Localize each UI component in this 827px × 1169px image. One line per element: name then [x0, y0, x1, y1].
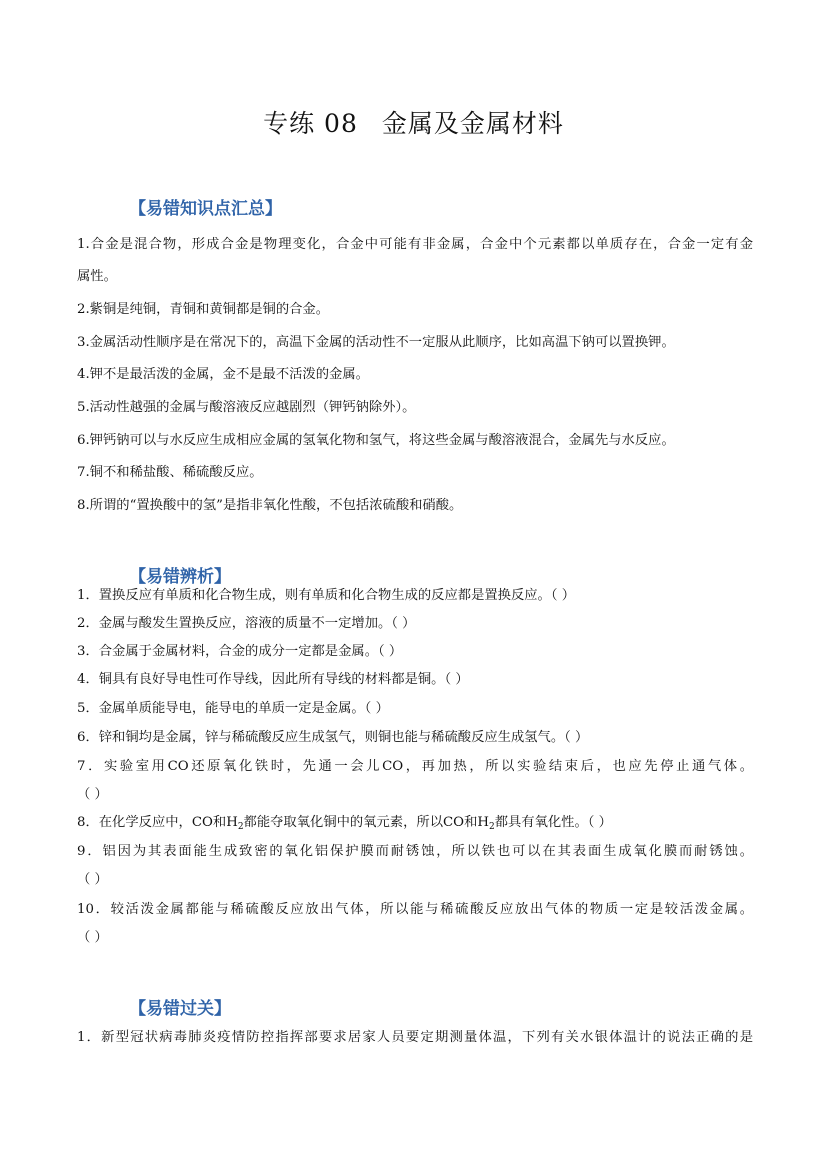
knowledge-line: 5.活动性越强的金属与酸溶液反应越剧烈（钾钙钠除外）。: [77, 400, 416, 415]
practice-item: 1．新型冠状病毒肺炎疫情防控指挥部要求居家人员要定期测量体温，下列有关水银体温计的说法正确的是: [77, 1030, 753, 1045]
section-heading-analysis: 【易错辨析】: [129, 567, 231, 587]
analysis-item: 6．锌和铜均是金属，锌与稀硫酸反应生成氢气，则铜也能与稀硫酸反应生成氢气。（ ）: [77, 730, 589, 745]
analysis-item: （ ）: [77, 930, 108, 945]
analysis-item: 2．金属与酸发生置换反应，溶液的质量不一定增加。（ ）: [77, 616, 416, 631]
knowledge-line: 7.铜不和稀盐酸、稀硫酸反应。: [77, 465, 263, 480]
analysis-item: 10．较活泼金属都能与稀硫酸反应放出气体，所以能与稀硫酸反应放出气体的物质一定是较活泼金属。: [77, 902, 753, 917]
analysis-item: （ ）: [77, 872, 108, 887]
analysis-item: 3．合金属于金属材料，合金的成分一定都是金属。（ ）: [77, 644, 403, 659]
knowledge-line: 8.所谓的“置换酸中的氢”是指非氧化性酸，不包括浓硫酸和硝酸。: [77, 498, 463, 513]
page-title: 专练 08 金属及金属材料: [263, 109, 564, 138]
knowledge-line: 6.钾钙钠可以与水反应生成相应金属的氢氧化物和氢气，将这些金属与酸溶液混合，金属先与水反应。: [77, 433, 675, 448]
knowledge-line: 3.金属活动性顺序是在常况下的，高温下金属的活动性不一定服从此顺序，比如高温下钠可以置换钾。: [77, 335, 675, 350]
analysis-item: 1．置换反应有单质和化合物生成，则有单质和化合物生成的反应都是置换反应。（ ）: [77, 588, 576, 603]
section-heading-knowledge: 【易错知识点汇总】: [129, 199, 282, 219]
knowledge-line: 4.钾不是最活泼的金属，金不是最不活泼的金属。: [77, 367, 369, 382]
section-heading-practice: 【易错过关】: [129, 999, 231, 1019]
knowledge-line: 1.合金是混合物，形成合金是物理变化，合金中可能有非金属，合金中个元素都以单质存在，合金一定有金: [77, 237, 753, 252]
analysis-item: 4．铜具有良好导电性可作导线，因此所有导线的材料都是铜。（ ）: [77, 672, 469, 687]
analysis-item: 8．在化学反应中，CO和$H_2$都能夺取氧化铜中的氧元素，所以CO和$H_2$都具有氧化性。（ ）: [77, 815, 612, 832]
analysis-item: 7．实验室用CO还原氧化铁时，先通一会儿CO，再加热，所以实验结束后，也应先停止通气体。: [77, 759, 753, 774]
knowledge-line: 属性。: [77, 269, 117, 284]
analysis-item: 5．金属单质能导电，能导电的单质一定是金属。（ ）: [77, 701, 389, 716]
analysis-item: （ ）: [77, 787, 108, 802]
knowledge-line: 2.紫铜是纯铜，青铜和黄铜都是铜的合金。: [77, 302, 330, 317]
analysis-item: 9．铝因为其表面能生成致密的氧化铝保护膜而耐锈蚀，所以铁也可以在其表面生成氧化膜而耐锈蚀。: [77, 844, 753, 859]
